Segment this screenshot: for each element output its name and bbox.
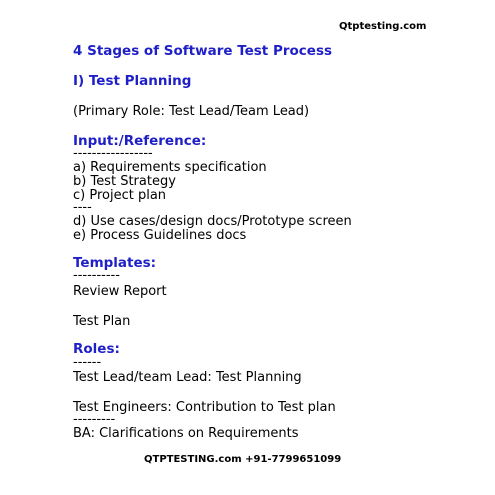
footer-contact: QTPTESTING.com +91-7799651099 [144, 454, 342, 465]
roles-heading: Roles: [73, 341, 120, 357]
divider: ---- [73, 200, 92, 215]
list-item: c) Project plan [73, 188, 167, 203]
divider: ------ [73, 355, 102, 370]
document-title: 4 Stages of Software Test Process [73, 43, 333, 59]
site-name: Qtptesting.com [339, 21, 427, 32]
list-item: a) Requirements specification [73, 160, 267, 175]
templates-heading: Templates: [73, 255, 157, 271]
list-item: Review Report [73, 284, 167, 299]
divider: ----------------- [73, 146, 153, 161]
list-item: d) Use cases/design docs/Prototype screen [73, 214, 352, 229]
role-item-test-engineers: Test Engineers: Contribution to Test plan [73, 400, 336, 415]
list-item: Test Plan [73, 314, 131, 329]
list-item: b) Test Strategy [73, 174, 176, 189]
divider: ---------- [73, 268, 120, 283]
section-heading-test-planning: I) Test Planning [73, 73, 192, 89]
role-item-test-lead: Test Lead/team Lead: Test Planning [73, 370, 302, 385]
primary-role-text: (Primary Role: Test Lead/Team Lead) [73, 104, 310, 119]
role-item-ba: BA: Clarifications on Requirements [73, 426, 299, 441]
list-item: e) Process Guidelines docs [73, 228, 247, 243]
input-reference-heading: Input:/Reference: [73, 133, 207, 149]
divider: --------- [73, 412, 116, 427]
